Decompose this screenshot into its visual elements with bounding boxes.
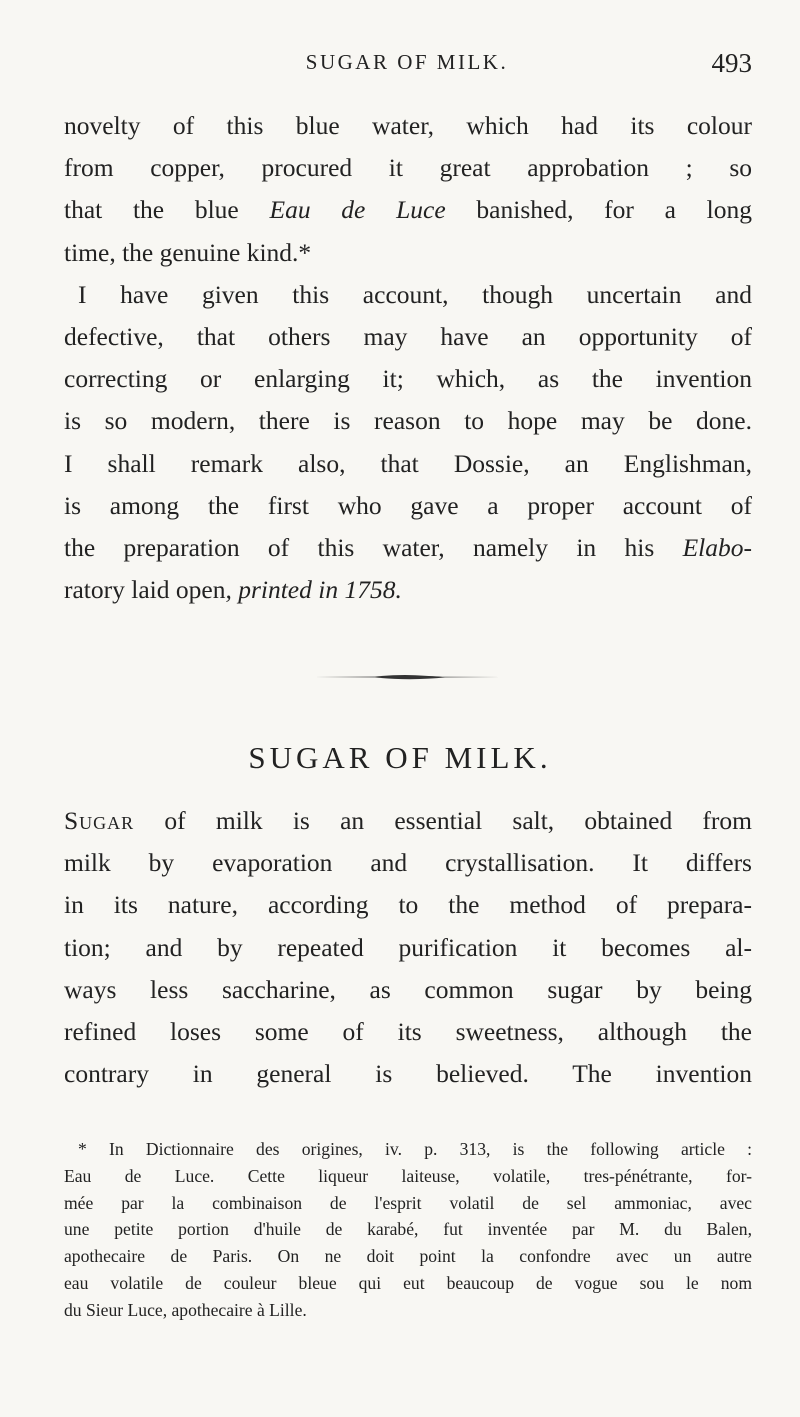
footnote-line: * In Dictionnaire des origines, iv. p. 313, is the following article : [78,1139,752,1159]
text-line: ways less saccharine, as common sugar by being [64,974,752,1004]
text-line: tion; and by repeated purification it becomes al- [64,932,752,962]
running-head [62,48,752,88]
text-line: time, the genuine kind.* [64,237,312,267]
text-line: ratory laid open, printed in 1758. [64,575,402,605]
section-divider-ornament [315,674,500,680]
text-line-rest: of milk is an essential salt, obtained from [134,806,752,835]
lead-word: Sugar [64,806,135,835]
section-heading: SUGAR OF MILK. [248,740,552,775]
text-line: is among the first who gave a proper account of [64,490,752,520]
text-line: in its nature, according to the method of prepara- [64,890,752,920]
text-line: I shall remark also, that Dossie, an Englishman, [64,448,752,478]
footnote-line: eau volatile de couleur bleue qui eut beaucoup de vogue sou le nom [64,1272,752,1293]
footnote-line: mée par la combinaison de l'esprit volatil de sel ammoniac, avec [64,1192,752,1213]
footnote-line: une petite portion d'huile de karabé, fut inventée par M. du Balen, [64,1219,752,1240]
text-line: that the blue Eau de Luce banished, for a long [64,195,753,225]
text-line: is so modern, there is reason to hope may be done. [64,406,752,436]
footnote-line: Eau de Luce. Cette liqueur laiteuse, volatile, tres-pénétrante, for- [64,1165,752,1186]
text-line: contrary in general is believed. The invention [64,1059,752,1089]
running-title: SUGAR OF MILK. [305,50,509,74]
top-text [64,105,752,611]
text-line: refined loses some of its sweetness, although the [64,1017,752,1047]
text-line: defective, that others may have an opportunity of [64,322,752,352]
paragraph-2 [64,274,752,612]
italic-text: Eau de Luce [269,195,446,225]
section-text [64,800,752,1095]
text-line: novelty of this blue water, which had its colour [64,111,752,140]
text-line: correcting or enlarging it; which, as the invention [64,364,752,394]
page-number: 493 [711,48,752,78]
paragraph-3 [64,800,752,1095]
footnote-line: du Sieur Luce, apothecaire à Lille. [64,1299,307,1320]
footnote [64,1136,752,1324]
text-line [64,800,752,842]
text-line: the preparation of this water, namely in his Elabo- [64,533,752,563]
text-line: milk by evaporation and crystallisation. It differs [64,848,752,878]
footnote-line: apothecaire de Paris. On ne doit point la confondre avec un autre [64,1246,752,1267]
italic-text: , printed in 1758. [225,575,402,605]
paragraph-1 [64,105,752,274]
text-line: I have given this account, though uncertain and [78,279,752,309]
italic-text: Elabo- [682,533,752,563]
text-line: from copper, procured it great approbation ; so [64,153,752,183]
